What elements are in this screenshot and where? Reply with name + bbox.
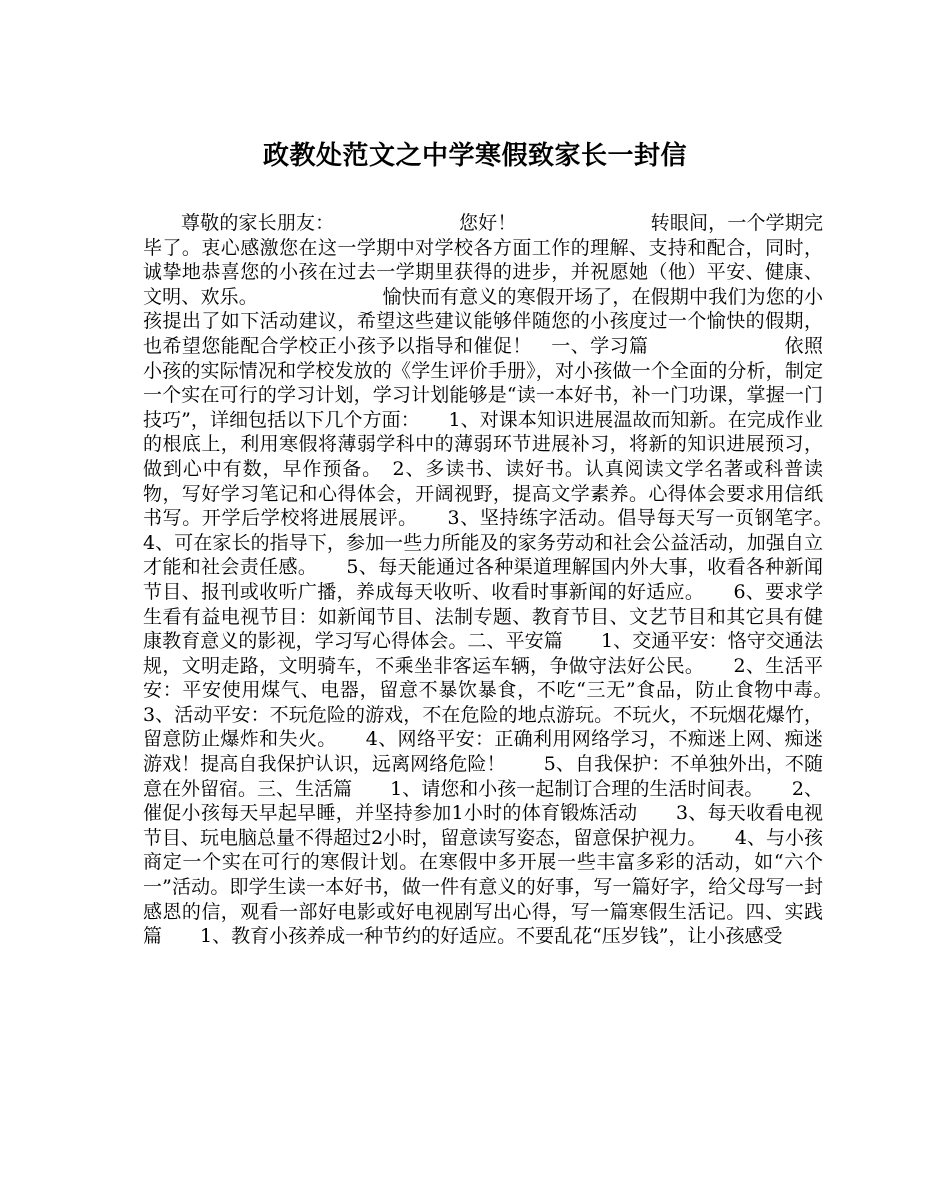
- document-title: 政教处范文之中学寒假致家长一封信: [262, 141, 687, 171]
- letter-body: 尊敬的家长朋友： 您好！ 转眼间，一个学期完毕了。衷心感激您在这一学期中对学校各方面工作的理解、支持和配合，同时，诚挚地恭喜您的小孩在过去一学期里获得的进步，并祝愿她（他）平安、健康、文明、欢乐。 愉快而有意义的寒假开场了，在假期中我们为您的小孩提出了如下活动建议，希望这些建议能够伴随您的小孩度过一个愉快的假期，也希望您能配合学校正小孩予以指导和催促！ 一、学习篇 依照小孩的实际情况和学校发放的《学生评价手册》，对小孩做一个全面的分析，制定一个实在可行的学习计划，学习计划能够是“读一本好书，补一门功课，掌握一门技巧”，详细包括以下几个方面： 1、对课本知识进展温故而知新。在完成作业的根底上，利用寒假将薄弱学科中的薄弱环节进展补习，将新的知识进展预习，做到心中有数，早作预备。 2、多读书、读好书。认真阅读文学名著或科普读物，写好学习笔记和心得体会，开阔视野，提高文学素养。心得体会要求用信纸书写。开学后学校将进展展评。 3、坚持练字活动。倡导每天写一页钢笔字。 4、可在家长的指导下，参加一些力所能及的家务劳动和社会公益活动，加强自立才能和社会责任感。 5、每天能通过各种渠道理解国内外大事，收看各种新闻节目、报刊或收听广播，养成每天收听、收看时事新闻的好适应。 6、要求学生看有益电视节目：如新闻节目、法制专题、教育节目、文艺节目和其它具有健康教育意义的影视，学习写心得体会。二、平安篇 1、交通平安：恪守交通法规，文明走路，文明骑车，不乘坐非客运车辆，争做守法好公民。 2、生活平安：平安使用煤气、电器，留意不暴饮暴食，不吃“三无”食品，防止食物中毒。 3、活动平安：不玩危险的游戏，不在危险的地点游玩。不玩火，不玩烟花爆竹，留意防止爆炸和失火。 4、网络平安：正确利用网络学习，不痴迷上网、痴迷游戏！提高自我保护认识，远离网络危险！ 5、自我保护：不单独外出，不随意在外留宿。三、生活篇 1、请您和小孩一起制订合理的生活时间表。 2、催促小孩每天早起早睡，并坚持参加1小时的体育锻炼活动 3、每天收看电视节目、玩电脑总量不得超过2小时，留意读写姿态，留意保护视力。 4、与小孩商定一个实在可行的寒假计划。在寒假中多开展一些丰富多彩的活动，如“六个一”活动。即学生读一本好书，做一件有意义的好事，写一篇好字，给父母写一封感恩的信，观看一部好电影或好电视剧写出心得，写一篇寒假生活记。四、实践篇 1、教育小孩养成一种节约的好适应。不要乱花“压岁钱”，让小孩感受: [143, 212, 862, 948]
